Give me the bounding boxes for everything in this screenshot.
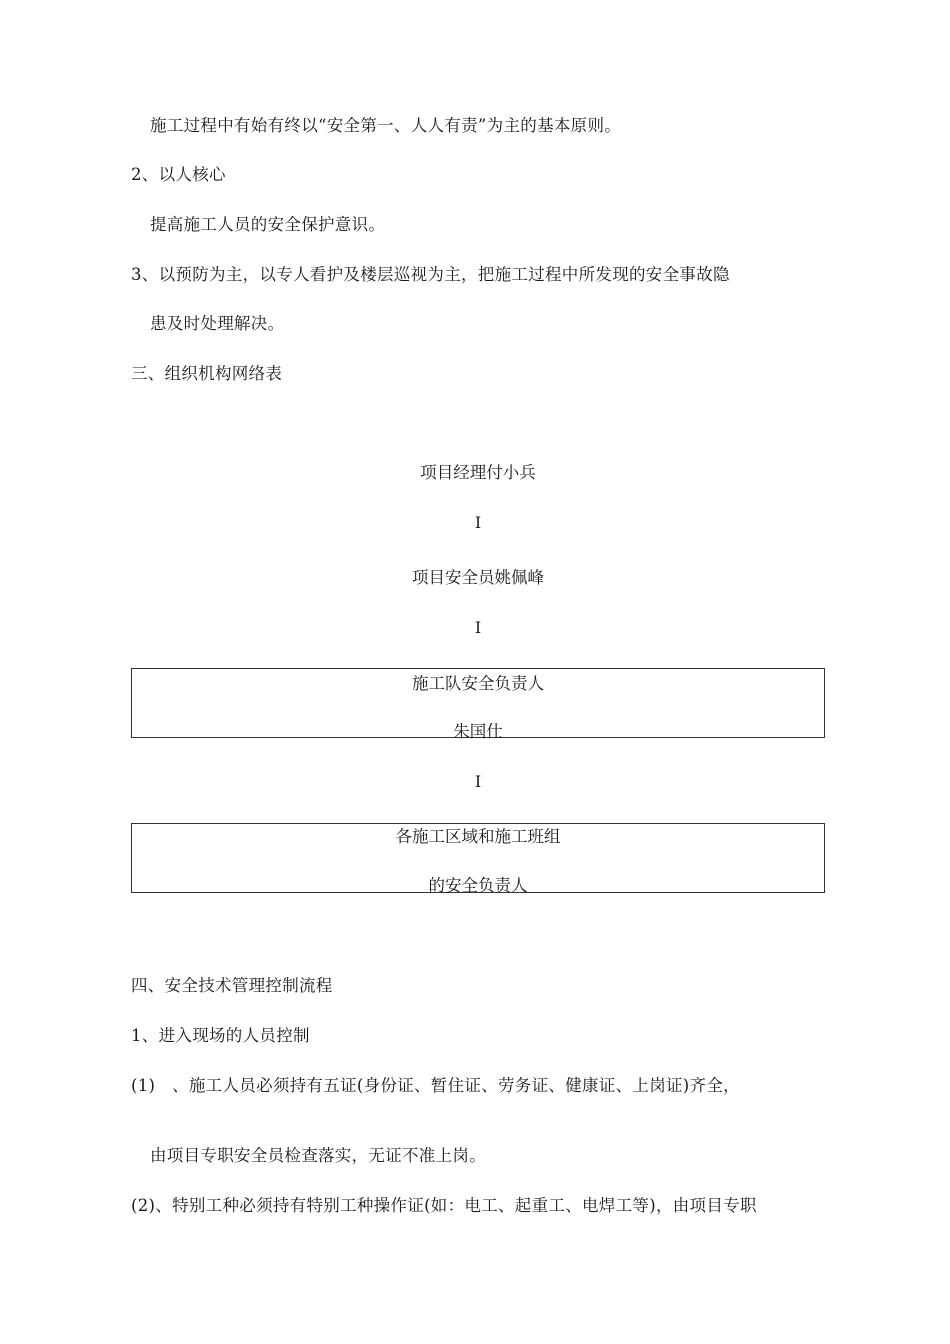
list-item-2: (2)、特别工种必须持有特别工种操作证(如：电工、起重工、电焊工等)，由项目专职 <box>131 1196 757 1215</box>
section-heading-org-chart: 三、组织机构网络表 <box>131 364 283 383</box>
org-box-subtitle: 的安全负责人 <box>428 876 528 895</box>
list-item-1-cont: 由项目专职安全员检查落实，无证不准上岗。 <box>150 1146 486 1165</box>
org-box-person: 朱国仕 <box>453 722 503 741</box>
paragraph-item-3: 3、以预防为主，以专人看护及楼层巡视为主，把施工过程中所发现的安全事故隐 <box>131 265 730 284</box>
org-connector: I <box>474 618 482 637</box>
org-box-team-safety-lead <box>131 668 825 741</box>
paragraph-item-2: 2、以人核心 <box>131 165 226 184</box>
org-box-title: 各施工区域和施工班组 <box>395 827 561 846</box>
section-heading-safety-control: 四、安全技术管理控制流程 <box>131 976 333 995</box>
org-connector: I <box>474 772 482 791</box>
org-box-title: 施工队安全负责人 <box>412 674 544 693</box>
subheading-personnel-control: 1、进入现场的人员控制 <box>131 1026 310 1045</box>
org-box-area-safety-leads <box>131 823 825 893</box>
org-node-project-manager: 项目经理付小兵 <box>420 463 536 482</box>
paragraph-item-3-cont: 患及时处理解决。 <box>150 314 285 333</box>
list-item-1: (1) 、施工人员必须持有五证(身份证、暂住证、劳务证、健康证、上岗证)齐全， <box>131 1076 740 1095</box>
paragraph-awareness: 提高施工人员的安全保护意识。 <box>150 215 386 234</box>
paragraph-principle: 施工过程中有始有终以“安全第一、人人有责”为主的基本原则。 <box>150 116 622 135</box>
org-node-safety-officer: 项目安全员姚佩峰 <box>412 568 544 587</box>
org-connector: I <box>474 513 482 532</box>
